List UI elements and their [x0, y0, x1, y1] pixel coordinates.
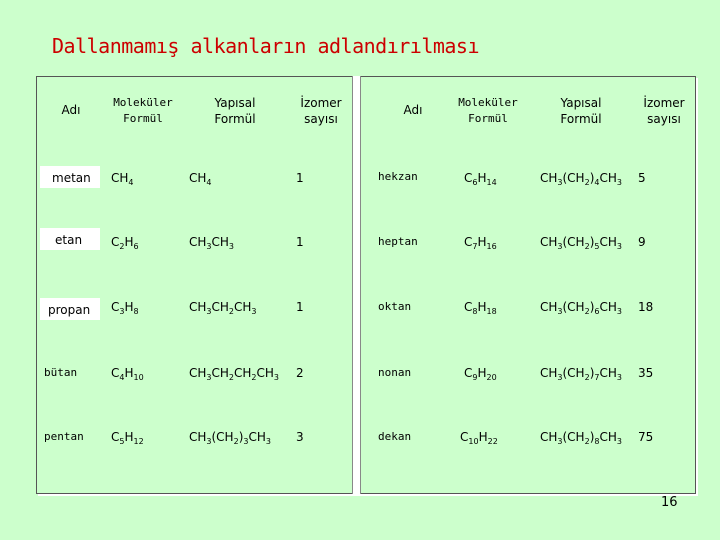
isomer-count-propan: 1 — [296, 300, 304, 314]
alkane-name-hekzan: hekzan — [378, 170, 418, 183]
header-isomer-left: İzomer sayısı — [300, 96, 342, 126]
page-title: Dallanmamış alkanların adlandırılması — [52, 34, 480, 58]
alkane-name-butan: bütan — [44, 366, 78, 379]
alkane-name-propan: propan — [48, 303, 91, 317]
header-molecular-right: Moleküler Formül — [458, 96, 518, 125]
molecular-formula-hekzan: $C_6H_{14}$ — [464, 171, 497, 187]
molecular-formula-nonan: $C_9H_{20}$ — [464, 366, 497, 382]
header-name-right: Adı — [403, 103, 423, 117]
molecular-formula-dekan: $C_{10}H_{22}$ — [460, 430, 498, 446]
molecular-formula-pentan: $C_5H_{12}$ — [111, 430, 144, 446]
header-name-left: Adı — [61, 103, 81, 117]
structural-formula-propan: $CH_3CH_2CH_3$ — [189, 300, 257, 316]
structural-formula-nonan: $CH_3(CH_2)_7CH_3$ — [540, 366, 622, 382]
molecular-formula-metan: $CH_4$ — [111, 171, 134, 187]
isomer-count-etan: 1 — [296, 235, 304, 249]
header-structural-right: Yapısal Formül — [560, 96, 602, 126]
molecular-formula-propan: $C_3H_8$ — [111, 300, 139, 316]
structural-formula-oktan: $CH_3(CH_2)_6CH_3$ — [540, 300, 622, 316]
table-divider — [352, 76, 361, 494]
structural-formula-heptan: $CH_3(CH_2)_5CH_3$ — [540, 235, 622, 251]
isomer-count-metan: 1 — [296, 171, 304, 185]
alkane-name-pentan: pentan — [44, 430, 84, 443]
isomer-count-nonan: 35 — [638, 366, 654, 380]
alkane-name-etan: etan — [55, 233, 83, 247]
molecular-formula-heptan: $C_7H_{16}$ — [464, 235, 497, 251]
structural-formula-butan: $CH_3CH_2CH_2CH_3$ — [189, 366, 279, 382]
header-molecular-left: Moleküler Formül — [113, 96, 173, 125]
isomer-count-dekan: 75 — [638, 430, 654, 444]
structural-formula-dekan: $CH_3(CH_2)_8CH_3$ — [540, 430, 622, 446]
isomer-count-heptan: 9 — [638, 235, 646, 249]
molecular-formula-oktan: $C_8H_{18}$ — [464, 300, 497, 316]
alkane-name-heptan: heptan — [378, 235, 418, 248]
isomer-count-butan: 2 — [296, 366, 304, 380]
structural-formula-hekzan: $CH_3(CH_2)_4CH_3$ — [540, 171, 622, 187]
alkane-name-metan: metan — [52, 171, 91, 185]
isomer-count-pentan: 3 — [296, 430, 304, 444]
isomer-count-oktan: 18 — [638, 300, 654, 314]
molecular-formula-butan: $C_4H_{10}$ — [111, 366, 144, 382]
structural-formula-etan: $CH_3CH_3$ — [189, 235, 234, 251]
page-number: 16 — [661, 495, 678, 510]
molecular-formula-etan: $C_2H_6$ — [111, 235, 139, 251]
isomer-count-hekzan: 5 — [638, 171, 646, 185]
structural-formula-metan: $CH_4$ — [189, 171, 212, 187]
structural-formula-pentan: $CH_3(CH_2)_3CH_3$ — [189, 430, 271, 446]
header-structural-left: Yapısal Formül — [214, 96, 256, 126]
alkane-name-nonan: nonan — [378, 366, 412, 379]
alkane-name-oktan: oktan — [378, 300, 412, 313]
alkane-name-dekan: dekan — [378, 430, 412, 443]
header-isomer-right: İzomer sayısı — [643, 96, 685, 126]
